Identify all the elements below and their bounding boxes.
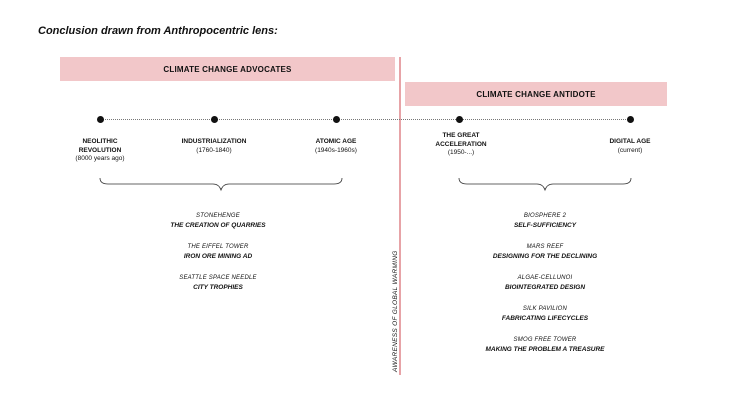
- item-caption: BIOSPHERE 2: [523, 213, 567, 219]
- timeline-dot-acceleration: [456, 116, 463, 123]
- timeline-dot-industrialization: [211, 116, 218, 123]
- antidote-band: CLIMATE CHANGE ANTIDOTE: [405, 82, 667, 106]
- era-acceleration: [406, 132, 516, 158]
- item-heading: MAKING THE PROBLEM A TREASURE: [485, 346, 605, 353]
- era-date: (1950-...): [447, 149, 475, 156]
- era-name-line2: REVOLUTION: [78, 146, 122, 154]
- timeline-dot-neolithic: [97, 116, 104, 123]
- era-name: INDUSTRIALIZATION: [181, 138, 247, 145]
- awareness-label: AWARENESS OF GLOBAL WARMING: [392, 250, 399, 372]
- item-heading: DESIGNING FOR THE DECLINING: [492, 253, 598, 260]
- list-item: [108, 274, 328, 292]
- era-date: (8000 years ago): [75, 155, 125, 162]
- era-name-line2: ACCELERATION: [435, 140, 487, 148]
- era-atomic: [281, 138, 391, 155]
- era-name: NEOLITHIC: [82, 138, 118, 145]
- era-date: (1940s-1960s): [315, 146, 357, 154]
- era-name: THE GREAT: [442, 132, 480, 139]
- advocates-list: [108, 212, 328, 305]
- era-name: DIGITAL AGE: [609, 138, 651, 145]
- advocates-band: CLIMATE CHANGE ADVOCATES: [60, 57, 395, 81]
- item-heading: SELF-SUFFICIENCY: [513, 222, 577, 229]
- list-item: [435, 274, 655, 292]
- list-item: [435, 212, 655, 230]
- item-caption: ALGAE-CELLUNOI: [517, 275, 573, 281]
- era-name: ATOMIC AGE: [315, 138, 357, 145]
- item-caption: THE EIFFEL TOWER: [187, 244, 249, 250]
- era-neolithic: [45, 138, 155, 164]
- timeline-dot-atomic: [333, 116, 340, 123]
- era-date: (current): [617, 146, 643, 154]
- timeline-line: [100, 119, 632, 120]
- era-digital: [575, 138, 685, 155]
- era-industrialization: [159, 138, 269, 155]
- list-item: [108, 212, 328, 230]
- era-date: (1760-1840): [196, 146, 232, 154]
- list-item: [435, 336, 655, 354]
- item-caption: SMOG FREE TOWER: [513, 337, 577, 343]
- timeline-dot-digital: [627, 116, 634, 123]
- list-item: [435, 305, 655, 323]
- list-item: [435, 243, 655, 261]
- right-brace: [457, 176, 637, 192]
- awareness-divider: [399, 57, 401, 375]
- item-caption: MARS REEF: [526, 244, 564, 250]
- page-title: Conclusion drawn from Anthropocentric lens:: [38, 25, 278, 37]
- list-item: [108, 243, 328, 261]
- item-heading: BIOINTEGRATED DESIGN: [504, 284, 586, 291]
- item-heading: CITY TROPHIES: [193, 284, 243, 291]
- item-heading: IRON ORE MINING AD: [183, 253, 253, 260]
- item-caption: SILK PAVILION: [522, 306, 568, 312]
- item-heading: FABRICATING LIFECYCLES: [501, 315, 589, 322]
- item-caption: STONEHENGE: [196, 213, 240, 219]
- left-brace: [98, 176, 348, 192]
- item-heading: THE CREATION OF QUARRIES: [170, 222, 266, 229]
- item-caption: SEATTLE SPACE NEEDLE: [179, 275, 257, 281]
- antidote-list: [435, 212, 655, 367]
